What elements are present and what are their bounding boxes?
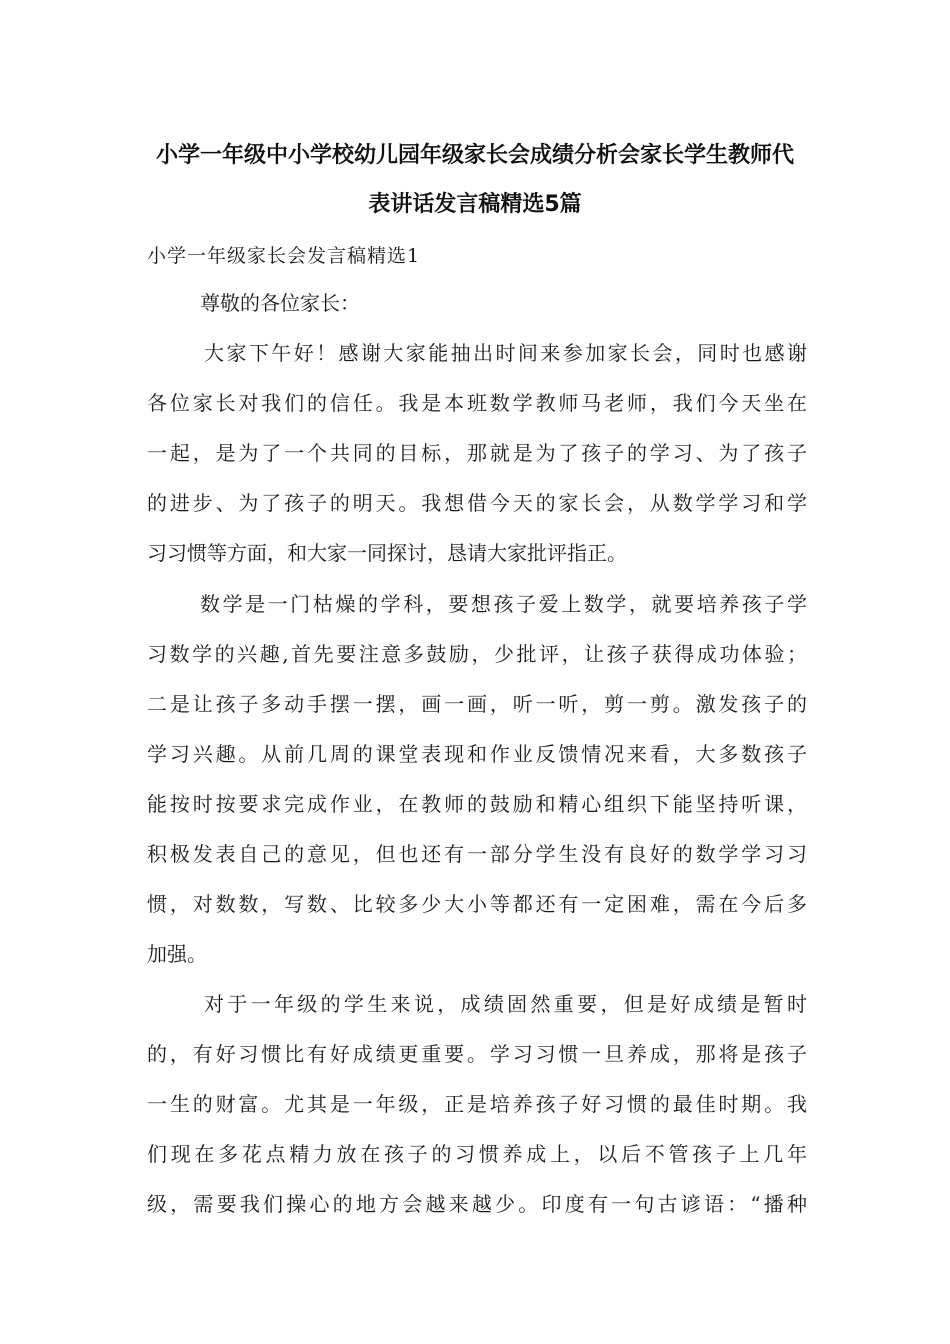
paragraph-1-line: 习习惯等方面，和大家一同探讨，恳请大家批评指正。 [147,541,627,565]
document-title-line-1: 小学一年级中小学校幼儿园年级家长会成绩分析会家长学生教师代 [155,143,794,168]
document-title-line-2: 表讲话发言稿精选5篇 [368,192,582,217]
paragraph-2-line: 数学是一门枯燥的学科，要想孩子爱上数学，就要培养孩子学 [200,592,807,616]
paragraph-3-line: 们现在多花点精力放在孩子的习惯养成上，以后不管孩子上几年 [147,1142,807,1166]
paragraph-2-line: 加强。 [147,942,207,966]
paragraph-1-line: 一起，是为了一个共同的目标，那就是为了孩子的学习、为了孩子 [147,441,807,465]
salutation: 尊敬的各位家长： [200,291,360,315]
paragraph-3-line: 一生的财富。尤其是一年级，正是培养孩子好习惯的最佳时期。我 [147,1092,807,1116]
paragraph-2-line: 习数学的兴趣,首先要注意多鼓励，少批评，让孩子获得成功体验； [147,642,807,666]
paragraph-2-line: 能按时按要求完成作业，在教师的鼓励和精心组织下能坚持听课， [147,792,807,816]
paragraph-3-line: 对于一年级的学生来说，成绩固然重要，但是好成绩是暂时 [204,992,807,1016]
paragraph-2-line: 二是让孩子多动手摆一摆，画一画，听一听，剪一剪。激发孩子的 [147,692,807,716]
paragraph-2-line: 积极发表自己的意见，但也还有一部分学生没有良好的数学学习习 [147,842,807,866]
paragraph-2-line: 学习兴趣。从前几周的课堂表现和作业反馈情况来看，大多数孩子 [147,742,807,766]
paragraph-3-line: 级，需要我们操心的地方会越来越少。印度有一句古谚语：“播种 [147,1192,807,1216]
section-heading: 小学一年级家长会发言稿精选1 [147,245,421,267]
paragraph-3-line: 的，有好习惯比有好成绩更重要。学习习惯一旦养成，那将是孩子 [147,1042,807,1066]
paragraph-1-line: 的进步、为了孩子的明天。我想借今天的家长会，从数学学习和学 [147,491,807,515]
paragraph-1-line: 大家下午好！感谢大家能抽出时间来参加家长会，同时也感谢 [204,341,807,365]
paragraph-1-line: 各位家长对我们的信任。我是本班数学教师马老师，我们今天坐在 [147,391,807,415]
paragraph-2-line: 惯，对数数，写数、比较多少大小等都还有一定困难，需在今后多 [147,892,807,916]
